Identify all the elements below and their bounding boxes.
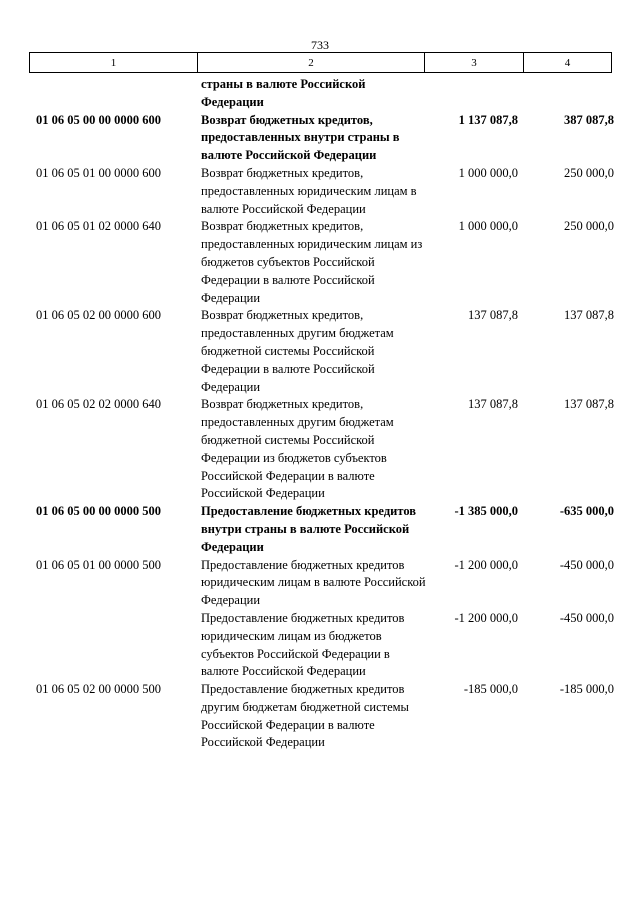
row-value-col3: 1 000 000,0 [458, 219, 518, 234]
table-body [0, 76, 640, 752]
table-row [0, 557, 640, 610]
table-row [0, 112, 640, 165]
row-name: Предоставление бюджетных кредитов внутри страны в валюте Российской Федерации [201, 504, 417, 554]
row-value-col3: 1 137 087,8 [458, 112, 518, 127]
column-header-table [29, 52, 612, 73]
table-row [0, 218, 640, 307]
row-value-col3: -1 200 000,0 [454, 610, 518, 625]
row-value-col4: 137 087,8 [564, 308, 614, 323]
table-row [0, 307, 640, 396]
row-value-col4: -635 000,0 [559, 504, 614, 519]
row-value-col4: -450 000,0 [559, 557, 614, 572]
row-name: Возврат бюджетных кредитов, предоставленных юридическим лицам из бюджетов субъектов Российской Федерации в валюте Российской Федерации [201, 219, 423, 305]
row-value-col4: 137 087,8 [564, 397, 614, 412]
row-code: 01 06 05 00 00 0000 600 [36, 112, 161, 127]
column-header-2: 2 [198, 53, 425, 73]
row-code: 01 06 05 02 00 0000 600 [36, 308, 161, 323]
row-value-col4: -185 000,0 [559, 682, 614, 697]
page-number: 733 [311, 38, 329, 52]
row-code: 01 06 05 02 00 0000 500 [36, 682, 161, 697]
row-name: страны в валюте Российской Федерации [201, 77, 366, 109]
row-code: 01 06 05 01 00 0000 500 [36, 557, 161, 572]
row-code: 01 06 05 01 02 0000 640 [36, 219, 161, 234]
row-value-col4: -450 000,0 [559, 610, 614, 625]
column-header-row [30, 53, 612, 73]
table-row-continuation [0, 76, 640, 112]
row-value-col3: 137 087,8 [468, 308, 518, 323]
column-header-4: 4 [524, 53, 612, 73]
row-name: Возврат бюджетных кредитов, предоставленных другим бюджетам бюджетной системы Российской Федерации из бюджетов субъектов Российской Федерации в валюте Российской Федерации [201, 397, 394, 501]
row-name: Предоставление бюджетных кредитов другим бюджетам бюджетной системы Российской Федерации в валюте Российской Федерации [201, 682, 409, 750]
row-value-col3: -1 385 000,0 [454, 504, 518, 519]
row-value-col3: 137 087,8 [468, 397, 518, 412]
table-row [0, 681, 640, 752]
row-value-col4: 387 087,8 [564, 112, 614, 127]
table-row [0, 165, 640, 218]
row-name: Предоставление бюджетных кредитов юридическим лицам в валюте Российской Федерации [201, 557, 426, 608]
row-value-col4: 250 000,0 [564, 219, 614, 234]
row-value-col4: 250 000,0 [564, 165, 614, 180]
row-name: Предоставление бюджетных кредитов юридическим лицам из бюджетов субъектов Российской Федерации в валюте Российской Федерации [201, 610, 405, 679]
row-code: 01 06 05 02 02 0000 640 [36, 397, 161, 412]
row-name: Возврат бюджетных кредитов, предоставленных внутри страны в валюте Российской Федерации [201, 112, 400, 163]
row-code: 01 06 05 01 00 0000 600 [36, 165, 161, 180]
table-row [0, 503, 640, 556]
row-value-col3: -1 200 000,0 [454, 557, 518, 572]
row-code: 01 06 05 00 00 0000 500 [36, 504, 161, 519]
column-header-1: 1 [30, 53, 198, 73]
column-header-3: 3 [425, 53, 524, 73]
row-value-col3: -185 000,0 [463, 682, 518, 697]
row-name: Возврат бюджетных кредитов, предоставленных другим бюджетам бюджетной системы Российской Федерации в валюте Российской Федерации [201, 308, 394, 394]
table-row [0, 396, 640, 503]
row-name: Возврат бюджетных кредитов, предоставленных юридическим лицам в валюте Российской Федерации [201, 165, 417, 216]
row-value-col3: 1 000 000,0 [458, 165, 518, 180]
table-row [0, 610, 640, 681]
